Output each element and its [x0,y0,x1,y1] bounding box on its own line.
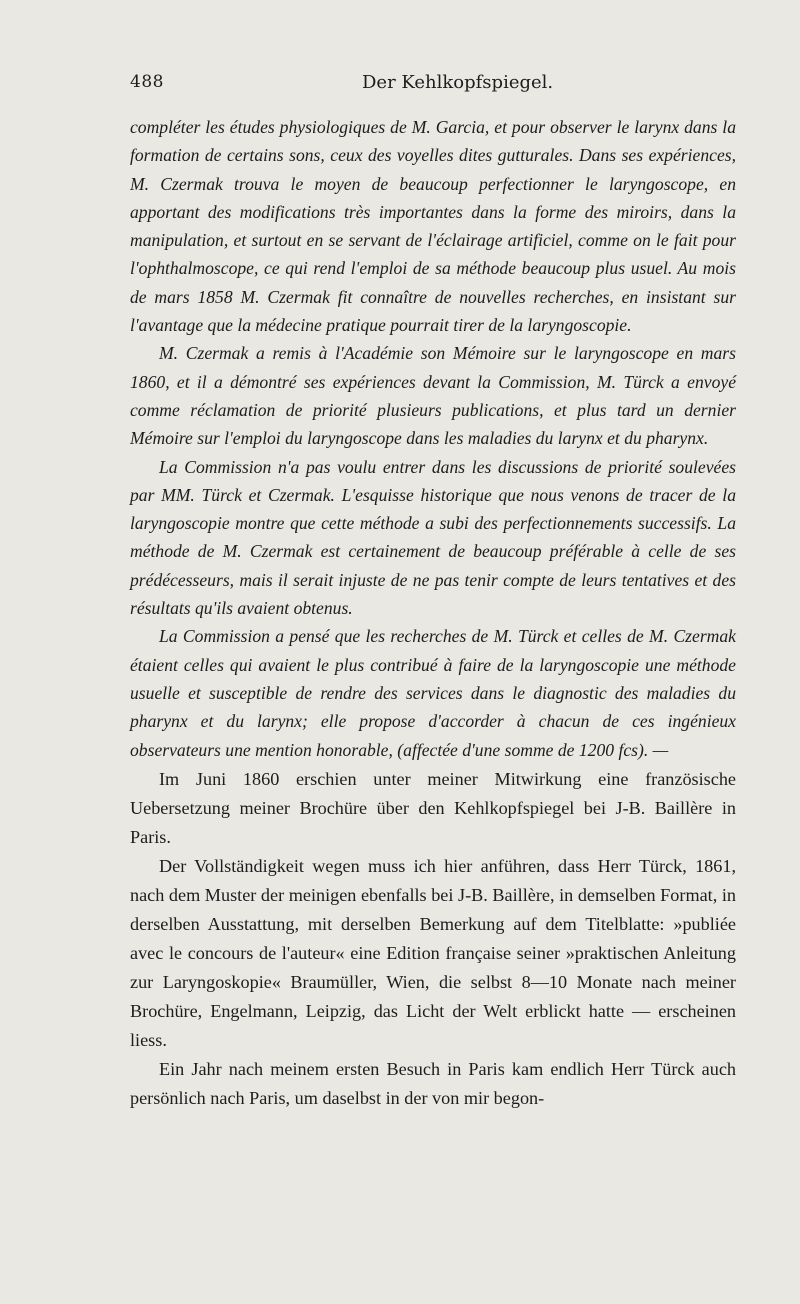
french-paragraph-1: compléter les études physiologiques de M. Garcia, et pour observer le larynx dans la formation de certains sons, ceux des voyelles dites gutturales. Dans ses expériences, M. Czermak trouva le moyen de beaucoup perfectionner le laryngoscope, en apportant des modifications très importantes dans la forme des miroirs, dans la manipulation, et surtout en se servant de l'éclairage artificiel, comme on le fait pour l'ophthalmoscope, ce qui rend l'emploi de sa méthode beaucoup plus usuel. Au mois de mars 1858 M. Czermak fit connaître de nouvelles recherches, en insistant sur l'avantage que la médecine pratique pourrait tirer de la laryngoscopie. [130,117,736,336]
french-paragraph-3: La Commission n'a pas voulu entrer dans les discussions de priorité soulevées par MM. Türck et Czermak. L'esquisse historique que nous venons de tracer de la laryngoscopie montre que cette méthode a subi des perfectionnements successifs. La méthode de M. Czermak est certainement de beaucoup préférable à celle de ses prédécesseurs, mais il serait injuste de ne pas tenir compte de leurs tentatives et des résultats qu'ils avaient obtenus. [130,456,736,619]
page-header [130,72,736,102]
page-body [130,113,736,1113]
page-number: 488 [130,72,164,92]
running-title: Der Kehlkopfspiegel. [362,72,554,93]
french-paragraph-2: M. Czermak a remis à l'Académie son Mémoire sur le laryngoscope en mars 1860, et il a démontré ses expériences devant la Commission, M. Türck a envoyé comme réclamation de priorité plusieurs publications, et plus tard un dernier Mémoire sur l'emploi du laryngoscope dans les maladies du larynx et du pharynx. [130,343,736,449]
german-paragraph-3: Ein Jahr nach meinem ersten Besuch in Paris kam endlich Herr Türck auch persönlich nach Paris, um daselbst in der von mir begon- [130,1058,736,1108]
german-paragraph-1: Im Juni 1860 erschien unter meiner Mitwirkung eine französische Uebersetzung meiner Brochüre über den Kehlkopfspiegel bei J-B. Baillère in Paris. [130,768,736,847]
french-paragraph-4: La Commission a pensé que les recherches de M. Türck et celles de M. Czermak étaient celles qui avaient le plus contribué à faire de la laryngoscopie une méthode usuelle et susceptible de rendre des services dans le diagnostic des maladies du pharynx et du larynx; elle propose d'accorder à chacun de ces ingénieux observateurs une mention honorable, (affectée d'une somme de 1200 fcs). — [130,626,736,760]
german-paragraph-2: Der Vollständigkeit wegen muss ich hier anführen, dass Herr Türck, 1861, nach dem Muster der meinigen ebenfalls bei J-B. Baillère, in demselben Format, in derselben Ausstattung, mit derselben Bemerkung auf dem Titelblatte: »publiée avec le concours de l'auteur« eine Edition française seiner »praktischen Anleitung zur Laryngoskopie« Braumüller, Wien, die selbst 8—10 Monate nach meiner Brochüre, Engelmann, Leipzig, das Licht der Welt erblickt hatte — erscheinen liess. [130,855,736,1050]
